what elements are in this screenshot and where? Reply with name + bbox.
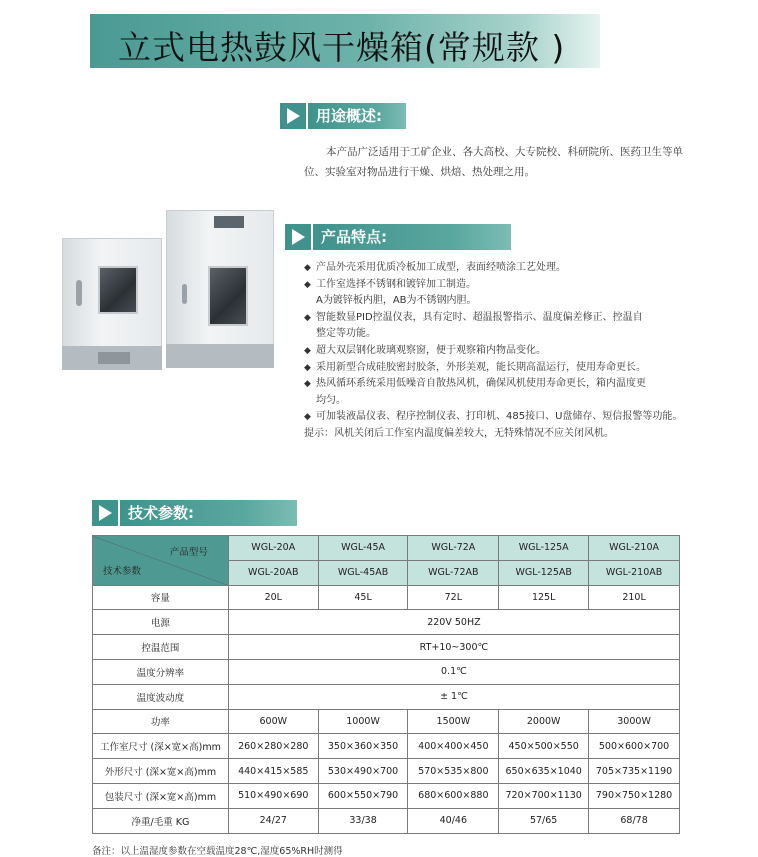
model-cell: WGL-20AB [228,560,318,585]
diamond-bullet-icon: ◆ [304,412,311,423]
value-cell: 500×600×700 [589,734,680,759]
features-list [304,260,704,443]
value-cell: 570×535×800 [408,759,499,784]
table-row [93,585,680,610]
row-label: 控温范围 [93,635,229,660]
value-cell: 33/38 [318,808,408,833]
model-cell: WGL-45AB [318,560,408,585]
usage-section-header [280,103,406,129]
value-cell: 530×490×700 [318,759,408,784]
merged-value-cell: ± 1℃ [228,684,679,709]
feature-subtext: A为镀锌板内胆，AB为不锈钢内胆。 [316,295,477,307]
value-cell: 68/78 [589,808,680,833]
row-label: 净重/毛重 KG [93,808,229,833]
value-cell: 3000W [589,709,680,734]
diamond-bullet-icon: ◆ [304,312,311,323]
feature-text: 可加装液晶仪表、程序控制仪表、打印机、485接口、U盘储存、短信报警等功能。 [316,411,683,423]
merged-value-cell: 220V 50HZ [228,610,679,635]
table-row [93,684,680,709]
value-cell: 260×280×280 [228,734,318,759]
row-label: 温度波动度 [93,684,229,709]
diamond-bullet-icon: ◆ [304,379,311,390]
value-cell: 2000W [499,709,589,734]
diamond-bullet-icon: ◆ [304,279,311,290]
diamond-bullet-icon: ◆ [304,263,311,273]
arrow-right-icon [280,103,306,129]
row-label: 功率 [93,709,229,734]
feature-item [304,260,704,277]
model-cell: WGL-210A [589,536,680,561]
table-row [93,709,680,734]
value-cell: 210L [589,585,680,610]
feature-subtext: 均匀。 [316,394,346,406]
table-row [93,759,680,784]
value-cell: 450×500×550 [499,734,589,759]
table-row [93,783,680,808]
row-label: 容量 [93,585,229,610]
feature-text: 采用新型合成硅胶密封胶条，外形美观，能长期高温运行，使用寿命更长。 [316,361,646,373]
corner-param-label: 技术参数 [103,565,142,577]
merged-value-cell: RT+10~300℃ [228,635,679,660]
specs-section-header [92,500,297,526]
usage-section-label: 用途概述: [308,103,406,129]
corner-model-label: 产品型号 [169,547,208,558]
model-row-a [93,536,680,561]
features-section-header [285,224,511,250]
value-cell: 600W [228,709,318,734]
model-cell: WGL-125AB [499,560,589,585]
value-cell: 72L [408,585,499,610]
page-title: 立式电热鼓风干燥箱(常规款 ) [118,28,566,67]
row-label: 外形尺寸 (深×宽×高)mm [93,759,229,784]
feature-text: 热风循环系统采用低噪音自散热风机，确保风机使用寿命更长，箱内温度更 [316,378,646,390]
model-cell: WGL-210AB [589,560,680,585]
value-cell: 24/27 [228,808,318,833]
row-label: 温度分辨率 [93,659,229,684]
value-cell: 350×360×350 [318,734,408,759]
large-oven-image [166,210,274,370]
row-label: 包装尺寸 (深×宽×高)mm [93,783,229,808]
value-cell: 680×600×880 [408,783,499,808]
model-cell: WGL-125A [499,536,589,561]
value-cell: 57/65 [499,808,589,833]
feature-item [304,277,704,294]
row-label: 电源 [93,610,229,635]
table-corner [93,536,229,586]
model-cell: WGL-72A [408,536,499,561]
features-section-label: 产品特点: [313,224,511,250]
row-label: 工作室尺寸 (深×宽×高)mm [93,734,229,759]
value-cell: 440×415×585 [228,759,318,784]
value-cell: 790×750×1280 [589,783,680,808]
small-oven-image [62,238,164,372]
usage-description [304,142,684,182]
specs-table [92,535,680,834]
usage-text: 本产品广泛适用于工矿企业、各大高校、大专院校、科研院所、医药卫生等单位、实验室对物品进行干燥、烘焙、热处理之用。 [304,146,683,178]
value-cell: 1500W [408,709,499,734]
table-footnote: 备注：以上温湿度参数在空载温度28℃,湿度65%RH时测得 [92,846,343,857]
feature-item [304,343,704,360]
table-row [93,808,680,833]
merged-value-cell: 0.1℃ [228,659,679,684]
value-cell: 510×490×690 [228,783,318,808]
feature-note: 提示：风机关闭后工作室内温度偏差较大，无特殊情况不应关闭风机。 [304,427,614,439]
value-cell: 40/46 [408,808,499,833]
feature-item [304,310,704,327]
model-cell: WGL-72AB [408,560,499,585]
feature-text: 产品外壳采用优质冷板加工成型，表面经喷涂工艺处理。 [316,262,566,273]
model-cell: WGL-20A [228,536,318,561]
feature-subtext: 整定等功能。 [316,328,376,340]
value-cell: 720×700×1130 [499,783,589,808]
diamond-bullet-icon: ◆ [304,362,311,373]
feature-text: 工作室选择不锈钢和镀锌加工制造。 [316,278,476,290]
model-cell: WGL-45A [318,536,408,561]
feature-text: 智能数显PID控温仪表，具有定时、超温报警指示、温度偏差修正、控温自 [316,311,643,323]
arrow-right-icon [92,500,118,526]
value-cell: 650×635×1040 [499,759,589,784]
value-cell: 45L [318,585,408,610]
value-cell: 20L [228,585,318,610]
feature-text: 超大双层钢化玻璃观察窗，便于观察箱内物品变化。 [316,344,546,356]
specs-section-label: 技术参数: [120,500,297,526]
arrow-right-icon [285,224,311,250]
value-cell: 1000W [318,709,408,734]
feature-item [304,360,704,377]
table-row [93,734,680,759]
table-row [93,610,680,635]
value-cell: 600×550×790 [318,783,408,808]
table-row [93,635,680,660]
feature-item [304,409,704,426]
value-cell: 705×735×1190 [589,759,680,784]
diamond-bullet-icon: ◆ [304,345,311,356]
value-cell: 400×400×450 [408,734,499,759]
value-cell: 125L [499,585,589,610]
feature-item [304,376,704,393]
table-row [93,659,680,684]
